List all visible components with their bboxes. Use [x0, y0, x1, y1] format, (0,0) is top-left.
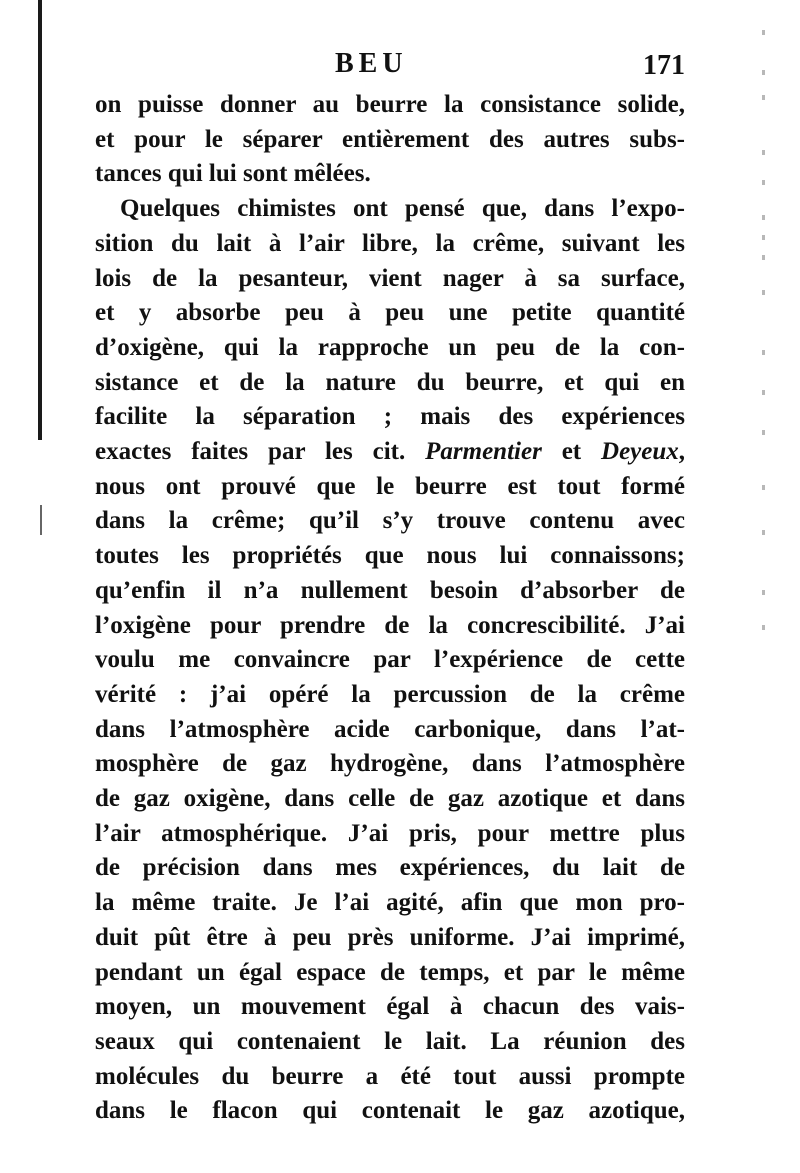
text-line: de gaz oxigène, dans celle de gaz azotique et dans	[95, 785, 685, 813]
text-line: molécules du beurre a été tout aussi prompte	[95, 1062, 685, 1090]
text-line: qu’enfin il n’a nullement besoin d’absorber de	[95, 576, 685, 604]
text-line: l’air atmosphérique. J’ai pris, pour mettre plus	[95, 819, 685, 847]
body-text	[95, 88, 685, 1129]
text-fragment: exactes faites par les cit.	[95, 438, 426, 466]
bleed-through-marks	[756, 30, 772, 630]
paragraph-start-line: Quelques chimistes ont pensé que, dans l’expo-	[120, 195, 685, 223]
author-name-deyeux: Deyeux	[601, 438, 679, 466]
text-line: pendant un égal espace de temps, et par le même	[95, 958, 685, 986]
page-edge-mark	[40, 505, 42, 535]
text-line: voulu me convaincre par l’expérience de cette	[95, 646, 685, 674]
text-line-with-names	[95, 435, 685, 470]
text-line: sistance et de la nature du beurre, et qui en	[95, 368, 685, 396]
text-line: tances qui lui sont mêlées.	[95, 160, 371, 188]
text-line: moyen, un mouvement égal à chacun des vais-	[95, 993, 685, 1021]
text-line: lois de la pesanteur, vient nager à sa surface,	[95, 264, 685, 292]
author-name-parmentier: Parmentier	[425, 438, 542, 466]
text-line: facilite la séparation ; mais des expériences	[95, 403, 685, 431]
text-line: sition du lait à l’air libre, la crême, suivant les	[95, 229, 685, 257]
text-line: dans la crême; qu’il s’y trouve contenu avec	[95, 507, 685, 535]
punctuation: ,	[678, 438, 686, 466]
text-line: et pour le séparer entièrement des autres subs-	[95, 125, 685, 153]
text-line: la même traite. Je l’ai agité, afin que mon pro-	[95, 889, 685, 917]
text-line: dans le flacon qui contenait le gaz azotique,	[95, 1097, 685, 1125]
text-line: dans l’atmosphère acide carbonique, dans l’at-	[95, 715, 685, 743]
text-line: et y absorbe peu à peu une petite quantité	[95, 299, 685, 327]
text-line: vérité : j’ai opéré la percussion de la crême	[95, 680, 685, 708]
text-line: de précision dans mes expériences, du lait de	[95, 854, 685, 882]
text-line: mosphère de gaz hydrogène, dans l’atmosphère	[95, 750, 685, 778]
running-head: BEU	[335, 48, 408, 79]
conjunction: et	[561, 438, 582, 466]
text-line: seaux qui contenaient le lait. La réunion des	[95, 1027, 685, 1055]
text-line: duit pût être à peu près uniforme. J’ai imprimé,	[95, 923, 685, 951]
page-number: 171	[643, 50, 685, 81]
page-header	[95, 48, 685, 88]
page-edge-left	[38, 0, 42, 440]
text-line: d’oxigène, qui la rapproche un peu de la con-	[95, 333, 685, 361]
text-line: nous ont prouvé que le beurre est tout formé	[95, 472, 685, 500]
text-line: on puisse donner au beurre la consistance solide,	[95, 91, 685, 118]
text-line: l’oxigène pour prendre de la concrescibilité. J’ai	[95, 611, 685, 639]
text-line: toutes les propriétés que nous lui connaissons;	[95, 542, 685, 570]
